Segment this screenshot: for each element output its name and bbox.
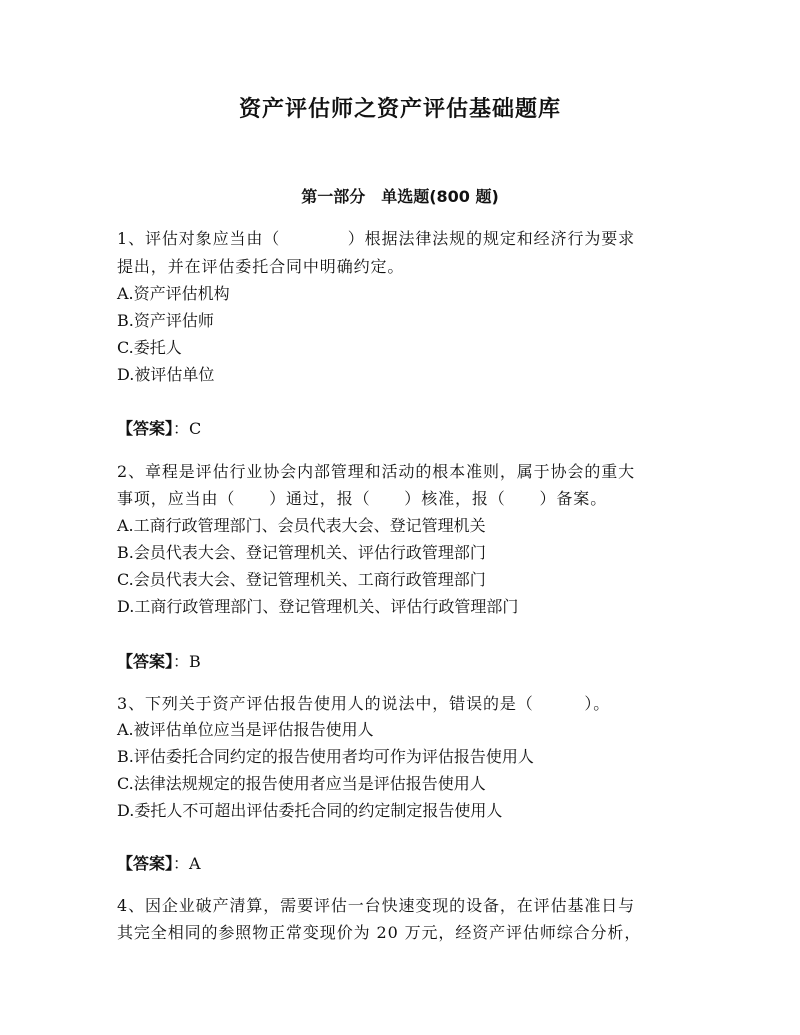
question-1-stem-line-2: 提出，并在评估委托合同中明确约定。	[117, 257, 405, 276]
question-3-option-a: A.被评估单位应当是评估报告使用人	[117, 720, 374, 739]
answer-label: 【答案】	[117, 854, 174, 873]
question-2-option-b: B.会员代表大会、登记管理机关、评估行政管理部门	[117, 543, 486, 562]
question-3-answer	[117, 851, 201, 874]
question-2-answer	[117, 649, 201, 672]
question-3-option-d: D.委托人不可超出评估委托合同的约定制定报告使用人	[117, 801, 503, 820]
document-title: 资产评估师之资产评估基础题库	[238, 97, 561, 122]
answer-label: 【答案】	[117, 419, 174, 438]
answer-label: 【答案】	[117, 652, 174, 671]
question-2-stem-line-2: 事项，应当由（ ）通过，报（ ）核准，报（ ）备案。	[117, 489, 608, 508]
question-1-option-a: A.资产评估机构	[117, 284, 230, 303]
question-1-option-c: C.委托人	[117, 338, 182, 357]
question-1-option-d: D.被评估单位	[117, 365, 215, 384]
question-3-stem-line-1: 3、下列关于资产评估报告使用人的说法中，错误的是（ ）。	[117, 694, 611, 713]
question-1-stem-line-1: 1、评估对象应当由（ ）根据法律法规的规定和经济行为要求	[117, 229, 636, 248]
question-4-stem-line-2: 其完全相同的参照物正常变现价为 20 万元，经资产评估师综合分析，	[117, 923, 642, 942]
answer-value: ：C	[173, 419, 202, 438]
answer-value: ：A	[173, 854, 201, 873]
question-2-option-d: D.工商行政管理部门、登记管理机关、评估行政管理部门	[117, 597, 519, 616]
question-4-stem-line-1: 4、因企业破产清算，需要评估一台快速变现的设备，在评估基准日与	[117, 896, 636, 915]
question-2-stem-line-1: 2、章程是评估行业协会内部管理和活动的根本准则，属于协会的重大	[117, 462, 636, 481]
question-3-option-c: C.法律法规规定的报告使用者应当是评估报告使用人	[117, 774, 486, 793]
question-2-option-a: A.工商行政管理部门、会员代表大会、登记管理机关	[117, 516, 486, 535]
question-3-option-b: B.评估委托合同约定的报告使用者均可作为评估报告使用人	[117, 747, 534, 766]
question-1-answer	[117, 416, 201, 439]
question-1-option-b: B.资产评估师	[117, 311, 214, 330]
question-2-option-c: C.会员代表大会、登记管理机关、工商行政管理部门	[117, 570, 486, 589]
answer-value: ：B	[173, 652, 201, 671]
section-heading: 第一部分 单选题(800 题)	[301, 187, 499, 206]
